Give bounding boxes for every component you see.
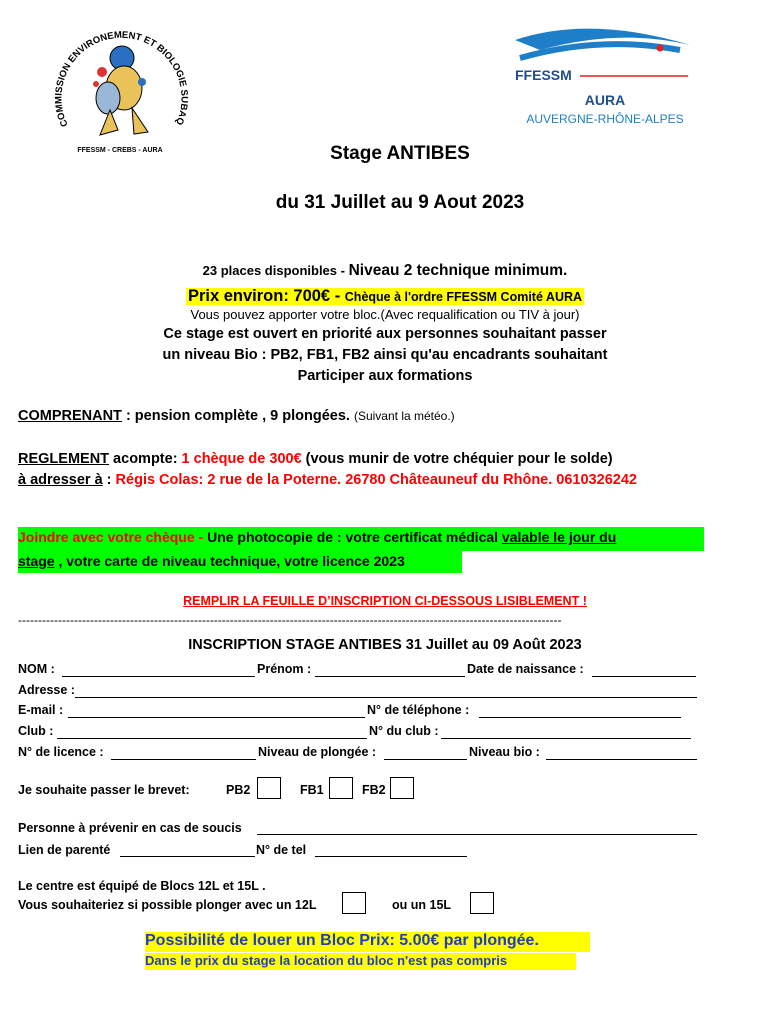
num-tel-field[interactable] — [315, 856, 467, 857]
bloc-15l-checkbox[interactable] — [470, 892, 494, 914]
joindre-stage: stage — [18, 553, 55, 569]
joindre-line-1 — [18, 529, 616, 545]
priority-line-2: un niveau Bio : PB2, FB1, FB2 ainsi qu'au encadrants souhaitant — [162, 347, 608, 363]
reglement-line — [18, 451, 613, 467]
joindre-text2: , votre carte de niveau technique, votre licence 2023 — [54, 553, 405, 569]
niveau-plongee-label: Niveau de plongée : — [258, 745, 377, 759]
comprenant-note: (Suivant la météo.) — [353, 409, 455, 423]
places-line — [0, 262, 770, 280]
pb2-label: PB2 — [226, 783, 251, 797]
reglement-text2: (vous munir de votre chéquier pour le solde) — [301, 451, 613, 467]
bloc-note: Vous pouvez apporter votre bloc.(Avec requalification ou TIV à jour) — [190, 307, 580, 322]
licence-field[interactable] — [111, 759, 256, 760]
price-cheque: Chèque à l'ordre FFESSM Comité AURA — [344, 290, 583, 304]
prenom-label: Prénom : — [257, 662, 312, 676]
telephone-field[interactable] — [479, 717, 681, 718]
joindre-line-2 — [18, 553, 405, 569]
brevet-label: Je souhaite passer le brevet: — [18, 783, 190, 797]
address-line — [18, 472, 637, 488]
num-tel-label: N° de tel — [256, 843, 307, 857]
price-line — [0, 287, 770, 306]
ffessm-aura-logo — [500, 20, 705, 140]
stage-dates: du 31 Juillet au 9 Aout 2023 — [275, 192, 525, 213]
naissance-field[interactable] — [592, 676, 696, 677]
personne-field[interactable] — [257, 834, 697, 835]
adresse-label: Adresse : — [18, 683, 75, 697]
joindre-text1: Une photocopie de : votre certificat médical — [207, 529, 502, 545]
logo-caption: FFESSM - CREBS - AURA — [77, 147, 163, 154]
inscription-title: INSCRIPTION STAGE ANTIBES 31 Juillet au 09 Août 2023 — [188, 637, 582, 653]
personne-label: Personne à prévenir en cas de soucis — [18, 821, 242, 835]
logo-region: AURA — [584, 92, 626, 108]
priority-line-3: Participer aux formations — [297, 368, 473, 384]
blocs-info: Le centre est équipé de Blocs 12L et 15L . — [18, 879, 266, 893]
priority-text — [0, 324, 770, 387]
address-label: à adresser à — [18, 472, 103, 488]
num-club-field[interactable] — [441, 738, 691, 739]
nom-field[interactable] — [62, 676, 255, 677]
logo-subregion: AUVERGNE-RHÔNE-ALPES — [526, 112, 684, 126]
reglement-text1: acompte: — [109, 451, 182, 467]
logo-brand: FFESSM — [515, 67, 572, 83]
logo-arc-text: COMMISSION ENVIRONEMENT ET BIOLOGIE SUBAQ — [53, 29, 190, 129]
places-count: 23 places disponibles - — [202, 263, 349, 278]
reglement-label: REGLEMENT — [18, 451, 110, 467]
bloc-12l-checkbox[interactable] — [342, 892, 366, 914]
niveau-minimum: Niveau 2 technique minimum. — [348, 262, 568, 279]
ou-15l-label: ou un 15L — [392, 898, 452, 912]
fb2-label: FB2 — [362, 783, 386, 797]
club-label: Club : — [18, 724, 54, 738]
lien-field[interactable] — [120, 856, 255, 857]
price-main: Prix environ: 700€ - — [187, 287, 345, 305]
page-title: Stage ANTIBES — [330, 143, 470, 164]
address-value: Régis Colas: 2 rue de la Poterne. 26780 Châteauneuf du Rhône. 0610326242 — [115, 472, 637, 488]
licence-label: N° de licence : — [18, 745, 104, 759]
comprenant-label: COMPRENANT — [18, 408, 122, 424]
blocs-question: Vous souhaiteriez si possible plonger avec un 12L — [18, 898, 317, 912]
fb2-checkbox[interactable] — [390, 777, 414, 799]
joindre-valable: valable le jour du — [501, 529, 617, 545]
naissance-label: Date de naissance : — [467, 662, 584, 676]
fb1-checkbox[interactable] — [329, 777, 353, 799]
niveau-bio-label: Niveau bio : — [469, 745, 540, 759]
crebs-logo — [40, 10, 200, 155]
remplir-notice: REMPLIR LA FEUILLE D’INSCRIPTION CI-DESSOUS LISIBLEMENT ! — [183, 594, 587, 608]
nom-label: NOM : — [18, 662, 55, 676]
telephone-label: N° de téléphone : — [367, 703, 470, 717]
lien-label: Lien de parenté — [18, 843, 111, 857]
reglement-amount: 1 chèque de 300€ — [181, 451, 302, 467]
location-line-1: Possibilité de louer un Bloc Prix: 5.00€ par plongée. — [145, 932, 539, 949]
price-highlight — [186, 288, 584, 305]
joindre-label: Joindre avec votre chèque - — [18, 529, 208, 545]
comprenant-text: : pension complète , 9 plongées. — [121, 408, 354, 424]
prenom-field[interactable] — [315, 676, 465, 677]
niveau-plongee-field[interactable] — [384, 759, 467, 760]
niveau-bio-field[interactable] — [546, 759, 697, 760]
priority-line-1: Ce stage est ouvert en priorité aux personnes souhaitant passer — [163, 326, 607, 342]
club-field[interactable] — [57, 738, 367, 739]
fb1-label: FB1 — [300, 783, 324, 797]
email-field[interactable] — [68, 717, 365, 718]
email-label: E-mail : — [18, 703, 64, 717]
location-line-2: Dans le prix du stage la location du bloc n'est pas compris — [145, 953, 508, 968]
separator-dashes: ---------------------------------------------------------------------------------------------------------------------------------------- — [18, 613, 562, 627]
pb2-checkbox[interactable] — [257, 777, 281, 799]
comprenant-line — [18, 408, 455, 424]
num-club-label: N° du club : — [369, 724, 439, 738]
address-sep: : — [102, 472, 116, 488]
adresse-field[interactable] — [75, 697, 697, 698]
